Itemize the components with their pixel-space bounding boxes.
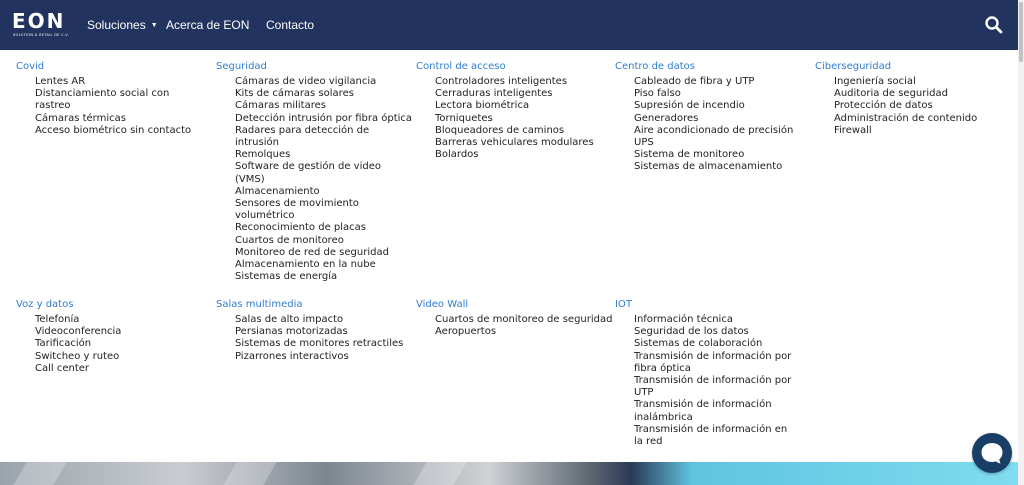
menu-column-control-acceso: [416, 61, 606, 161]
menu-column-video-wall: [416, 299, 611, 338]
hero-stripe: [223, 462, 276, 485]
menu-item[interactable]: Aeropuertos: [435, 326, 497, 338]
menu-item[interactable]: Radares para detección de intrusión: [235, 124, 370, 149]
menu-item[interactable]: Torniquetes: [435, 112, 493, 124]
menu-item[interactable]: Transmisión de información por fibra óptica: [634, 350, 792, 374]
top-navbar: [0, 0, 1018, 50]
menu-item[interactable]: Cerraduras inteligentes: [435, 88, 553, 100]
menu-item[interactable]: Transmisión de información inalámbrica: [634, 399, 772, 423]
nav-contacto[interactable]: Contacto: [266, 18, 315, 32]
menu-item[interactable]: Detección intrusión por fibra óptica: [235, 112, 413, 124]
category-covid[interactable]: Covid: [16, 61, 45, 72]
menu-item[interactable]: Monitoreo de red de seguridad: [235, 246, 389, 258]
menu-item[interactable]: Auditoria de seguridad: [834, 88, 948, 100]
category-control-acceso[interactable]: Control de acceso: [416, 61, 506, 72]
menu-item[interactable]: Switcheo y ruteo: [35, 350, 120, 362]
menu-item[interactable]: Controladores inteligentes: [435, 76, 568, 87]
menu-item[interactable]: Sistemas de energía: [235, 271, 338, 283]
category-salas-multimedia[interactable]: Salas multimedia: [216, 299, 303, 310]
menu-item[interactable]: Cuartos de monitoreo de seguridad: [435, 314, 613, 325]
menu-column-voz-datos: [16, 299, 206, 375]
menu-column-seguridad: [216, 61, 413, 283]
menu-item[interactable]: Cámaras de video vigilancia: [235, 76, 377, 87]
menu-item[interactable]: Generadores: [634, 112, 699, 124]
menu-item[interactable]: Sistema de monitoreo: [634, 149, 745, 161]
page-scrollbar[interactable]: [1018, 0, 1024, 485]
category-seguridad[interactable]: Seguridad: [216, 61, 267, 72]
category-centro-datos[interactable]: Centro de datos: [615, 61, 695, 72]
menu-item[interactable]: Acceso biométrico sin contacto: [35, 124, 192, 136]
menu-item[interactable]: Telefonía: [35, 314, 80, 325]
menu-item[interactable]: Tarificación: [35, 338, 92, 350]
category-ciberseguridad[interactable]: Ciberseguridad: [815, 61, 892, 72]
chevron-down-icon: ▼: [150, 22, 158, 29]
menu-item[interactable]: Lentes AR: [35, 76, 86, 87]
menu-item[interactable]: Cuartos de monitoreo: [235, 234, 344, 246]
menu-item[interactable]: Cableado de fibra y UTP: [634, 76, 755, 87]
menu-item[interactable]: Transmisión de información en la red: [634, 423, 788, 448]
menu-item[interactable]: Bloqueadores de caminos: [435, 124, 565, 136]
menu-item[interactable]: Persianas motorizadas: [235, 326, 348, 338]
menu-item[interactable]: Call center: [35, 362, 90, 374]
menu-item[interactable]: Sistemas de monitores retractiles: [235, 338, 404, 350]
menu-column-ciberseguridad: [815, 61, 1010, 137]
menu-column-covid: [16, 61, 206, 137]
menu-item[interactable]: Almacenamiento en la nube: [235, 259, 376, 271]
menu-item[interactable]: Reconocimiento de placas: [235, 222, 366, 234]
menu-item[interactable]: Supresión de incendio: [634, 100, 745, 112]
search-icon[interactable]: [984, 15, 1004, 35]
logo-text: EON: [12, 9, 66, 33]
category-voz-datos[interactable]: Voz y datos: [16, 299, 74, 310]
solutions-mega-menu: [0, 50, 1018, 462]
menu-item[interactable]: Almacenamiento: [235, 185, 320, 197]
menu-item[interactable]: UPS: [634, 137, 654, 149]
menu-item[interactable]: Kits de cámaras solares: [235, 88, 354, 100]
menu-item[interactable]: Lectora biométrica: [435, 100, 530, 112]
nav-soluciones-label: Soluciones: [87, 18, 146, 32]
nav-soluciones[interactable]: [87, 17, 158, 34]
menu-column-centro-datos: [615, 61, 795, 174]
menu-column-iot: [615, 299, 795, 448]
menu-item[interactable]: Aire acondicionado de precisión: [634, 124, 794, 136]
menu-item[interactable]: Bolardos: [435, 149, 479, 161]
menu-item[interactable]: Ingeniería social: [834, 76, 916, 87]
menu-item[interactable]: Remolques: [235, 149, 291, 161]
menu-item[interactable]: Administración de contenido: [834, 112, 978, 124]
chat-bubble-icon[interactable]: [972, 433, 1012, 473]
nav-acerca[interactable]: Acerca de EON: [166, 18, 250, 32]
hero-stripe: [13, 462, 66, 485]
menu-item[interactable]: Barreras vehiculares modulares: [435, 137, 594, 149]
category-video-wall[interactable]: Video Wall: [416, 299, 469, 310]
menu-item[interactable]: Pizarrones interactivos: [235, 350, 349, 362]
menu-item[interactable]: Seguridad de los datos: [634, 326, 749, 338]
menu-item[interactable]: Software de gestión de video (VMS): [235, 161, 381, 185]
menu-item[interactable]: Transmisión de información por UTP: [634, 375, 792, 399]
scrollbar-thumb[interactable]: [1019, 2, 1023, 62]
hero-stripe: [413, 462, 466, 485]
menu-item[interactable]: Videoconferencia: [35, 326, 122, 338]
menu-item[interactable]: Salas de alto impacto: [235, 314, 344, 325]
menu-item[interactable]: Firewall: [834, 124, 872, 136]
menu-item[interactable]: Cámaras térmicas: [35, 112, 126, 124]
logo-subtext: SOLUTION & RETAIL DE C.V.: [13, 33, 69, 37]
menu-item[interactable]: Sistemas de colaboración: [634, 338, 763, 350]
menu-item[interactable]: Piso falso: [634, 88, 681, 100]
category-iot[interactable]: IOT: [615, 299, 632, 310]
menu-item[interactable]: Información técnica: [634, 314, 733, 325]
menu-item[interactable]: Protección de datos: [834, 100, 933, 112]
menu-item[interactable]: Sistemas de almacenamiento: [634, 161, 783, 173]
menu-item[interactable]: Sensores de movimiento volumétrico: [235, 198, 359, 222]
menu-item[interactable]: Distanciamiento social con rastreo: [35, 88, 170, 112]
hero-image-strip: [0, 462, 1018, 485]
menu-item[interactable]: Cámaras militares: [235, 100, 326, 112]
menu-column-salas-multimedia: [216, 299, 406, 363]
eon-logo[interactable]: [12, 9, 69, 41]
